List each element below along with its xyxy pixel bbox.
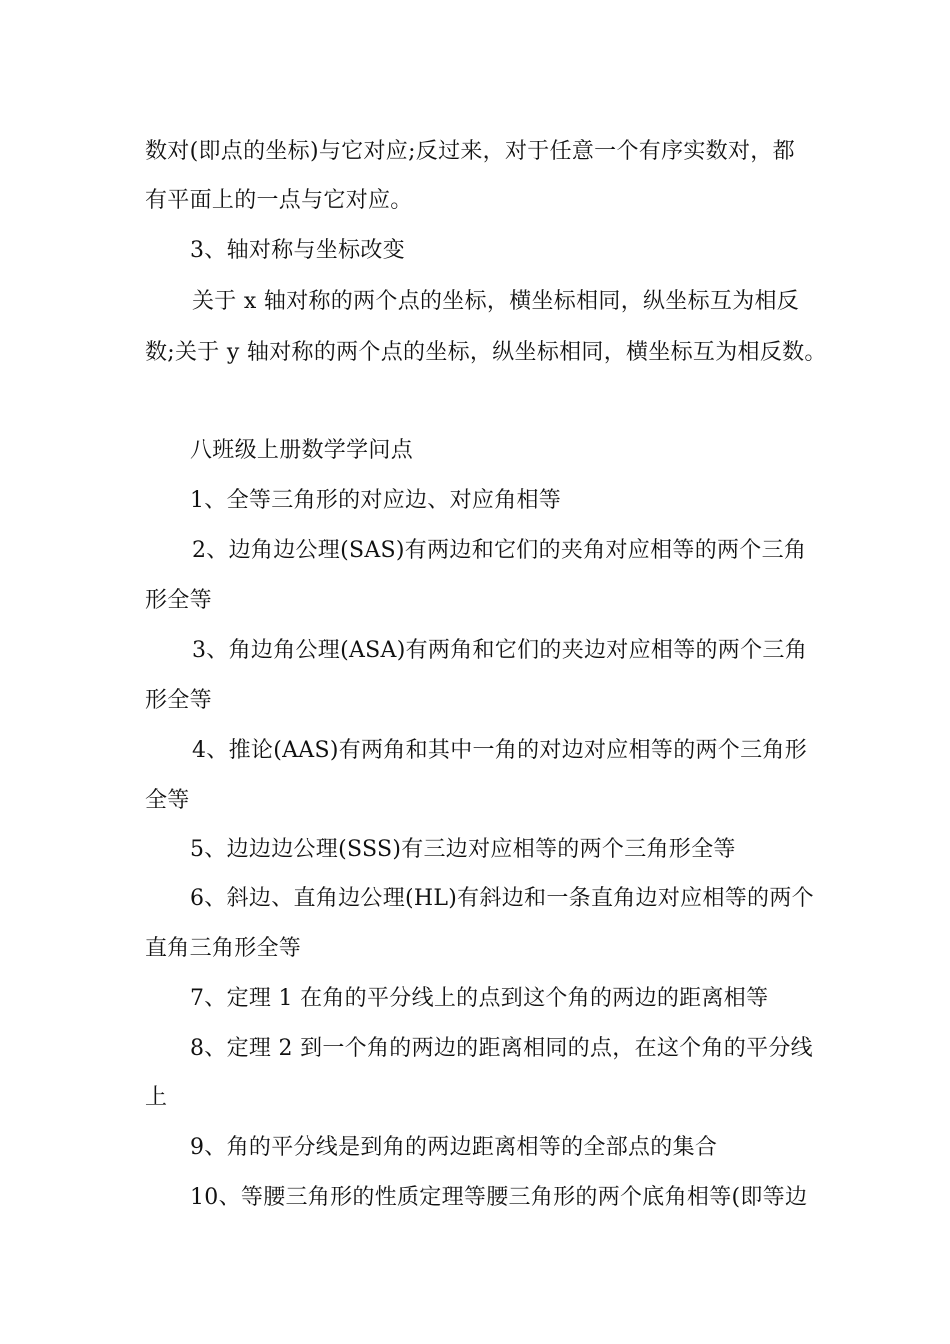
paragraph-line: 数对(即点的坐标)与它对应;反过来，对于任意一个有序实数对，都	[145, 139, 795, 164]
document-title: 八班级上册数学学问点	[190, 438, 414, 463]
list-item: 7、定理 1 在角的平分线上的点到这个角的两边的距离相等	[190, 986, 769, 1011]
list-item-continuation: 形全等	[145, 688, 212, 713]
list-item-continuation: 全等	[145, 788, 190, 813]
list-item: 4、推论(AAS)有两角和其中一角的对边对应相等的两个三角形	[192, 738, 808, 763]
list-item-continuation: 上	[145, 1085, 168, 1110]
list-item: 9、角的平分线是到角的两边距离相等的全部点的集合	[190, 1135, 718, 1160]
paragraph-line: 数;关于 y 轴对称的两个点的坐标，纵坐标相同，横坐标互为相反数。	[145, 340, 827, 365]
list-item: 2、边角边公理(SAS)有两边和它们的夹角对应相等的两个三角	[192, 538, 807, 563]
section-heading: 3、轴对称与坐标改变	[190, 238, 405, 263]
list-item: 6、斜边、直角边公理(HL)有斜边和一条直角边对应相等的两个	[190, 886, 814, 911]
list-item: 8、定理 2 到一个角的两边的距离相同的点，在这个角的平分线	[190, 1036, 813, 1061]
paragraph-line: 有平面上的一点与它对应。	[145, 188, 413, 213]
list-item: 10、等腰三角形的性质定理等腰三角形的两个底角相等(即等边	[190, 1185, 808, 1210]
list-item-continuation: 直角三角形全等	[145, 936, 302, 961]
list-item-continuation: 形全等	[145, 588, 212, 613]
list-item: 5、边边边公理(SSS)有三边对应相等的两个三角形全等	[190, 837, 736, 862]
list-item: 3、角边角公理(ASA)有两角和它们的夹边对应相等的两个三角	[192, 638, 808, 663]
paragraph-line: 关于 x 轴对称的两个点的坐标，横坐标相同，纵坐标互为相反	[192, 289, 800, 314]
list-item: 1、全等三角形的对应边、对应角相等	[190, 488, 562, 513]
